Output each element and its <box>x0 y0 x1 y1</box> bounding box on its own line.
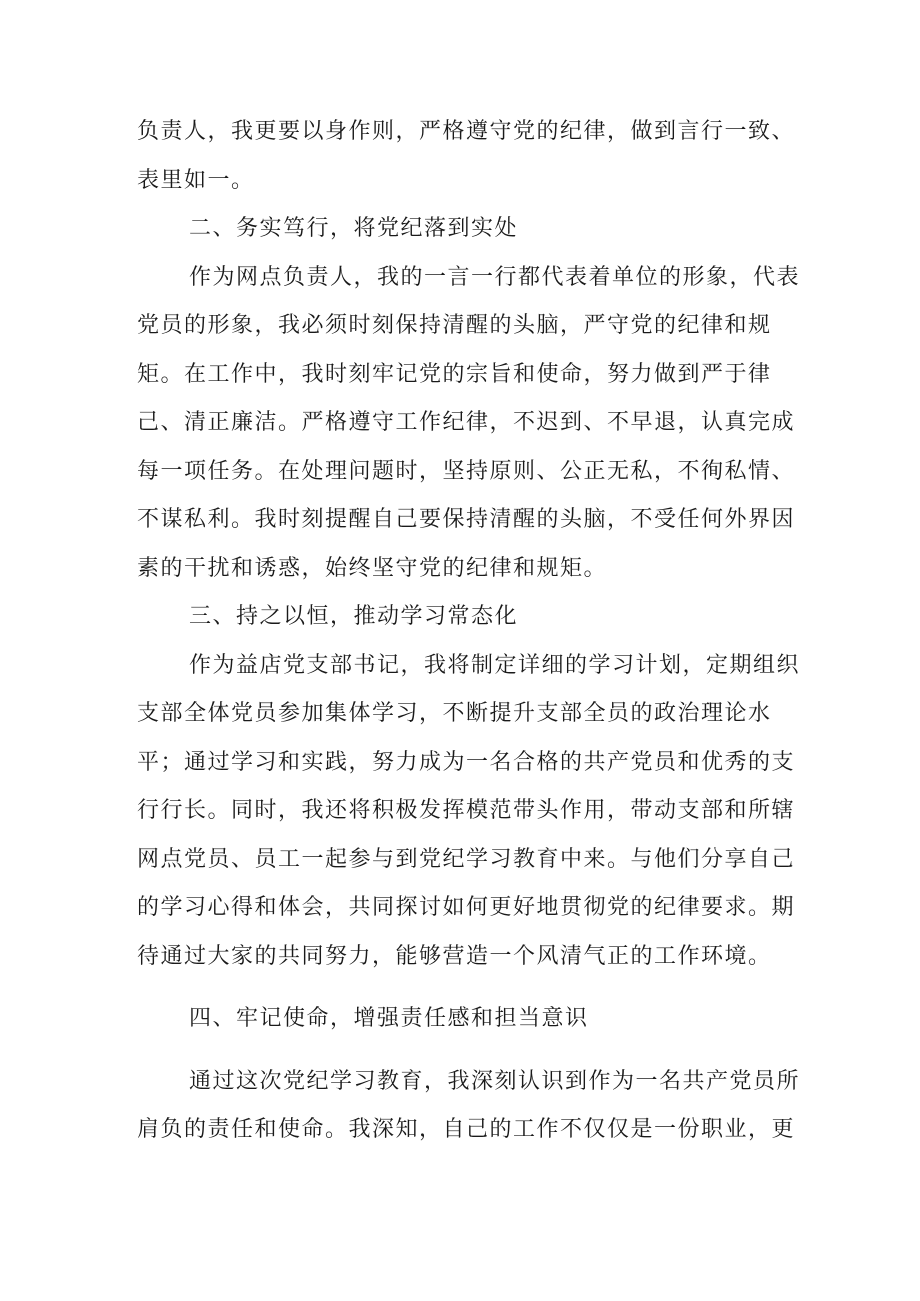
section-gap <box>137 981 785 995</box>
paragraph-line: 行行长。同时，我还将积极发挥模范带头作用，带动支部和所辖 <box>137 798 796 823</box>
paragraph-line: 不谋私利。我时刻提醒自己要保持清醒的头脑，不受任何外界因 <box>137 507 796 532</box>
paragraph-line: 通过这次党纪学习教育，我深刻认识到作为一名共产党员所 <box>189 1068 801 1094</box>
paragraph-line: 负责人，我更要以身作则，严格遵守党的纪律，做到言行一致、 <box>137 119 796 144</box>
paragraph-line: 网点党员、员工一起参与到党纪学习教育中来。与他们分享自己 <box>137 846 796 872</box>
paragraph-line: 支部全体党员参加集体学习，不断提升支部全员的政治理论水 <box>137 701 772 726</box>
section-gap <box>137 1044 785 1058</box>
paragraph-line: 肩负的责任和使命。我深知，自己的工作不仅仅是一份职业，更 <box>137 1117 796 1142</box>
paragraph-line: 己、清正廉洁。严格遵守工作纪律，不迟到、不早退，认真完成 <box>137 410 796 435</box>
paragraph-line: 的学习心得和体会，共同探讨如何更好地贯彻党的纪律要求。期 <box>137 895 796 920</box>
paragraph-line: 每一项任务。在处理问题时，坚持原则、公正无私，不徇私情、 <box>137 458 796 484</box>
paragraph-line: 矩。在工作中，我时刻牢记党的宗旨和使命，努力做到严于律 <box>137 361 772 387</box>
paragraph-line: 作为网点负责人，我的一言一行都代表着单位的形象，代表 <box>189 264 801 290</box>
paragraph-line: 待通过大家的共同努力，能够营造一个风清气正的工作环境。 <box>137 943 772 969</box>
paragraph-line: 党员的形象，我必须时刻保持清醒的头脑，严守党的纪律和规 <box>137 313 772 338</box>
paragraph-line: 平；通过学习和实践，努力成为一名合格的共产党员和优秀的支 <box>137 749 796 775</box>
paragraph-line: 素的干扰和诱惑，始终坚守党的纪律和规矩。 <box>137 555 608 581</box>
paragraph-line: 表里如一。 <box>137 167 255 193</box>
section-heading-3: 三、持之以恒，推动学习常态化 <box>189 604 519 629</box>
paragraph-line: 作为益店党支部书记，我将制定详细的学习计划，定期组织 <box>189 652 801 678</box>
section-heading-2: 二、务实笃行，将党纪落到实处 <box>189 216 519 241</box>
document-body <box>137 108 801 1155</box>
section-heading-4: 四、牢记使命，增强责任感和担当意识 <box>189 1006 589 1031</box>
